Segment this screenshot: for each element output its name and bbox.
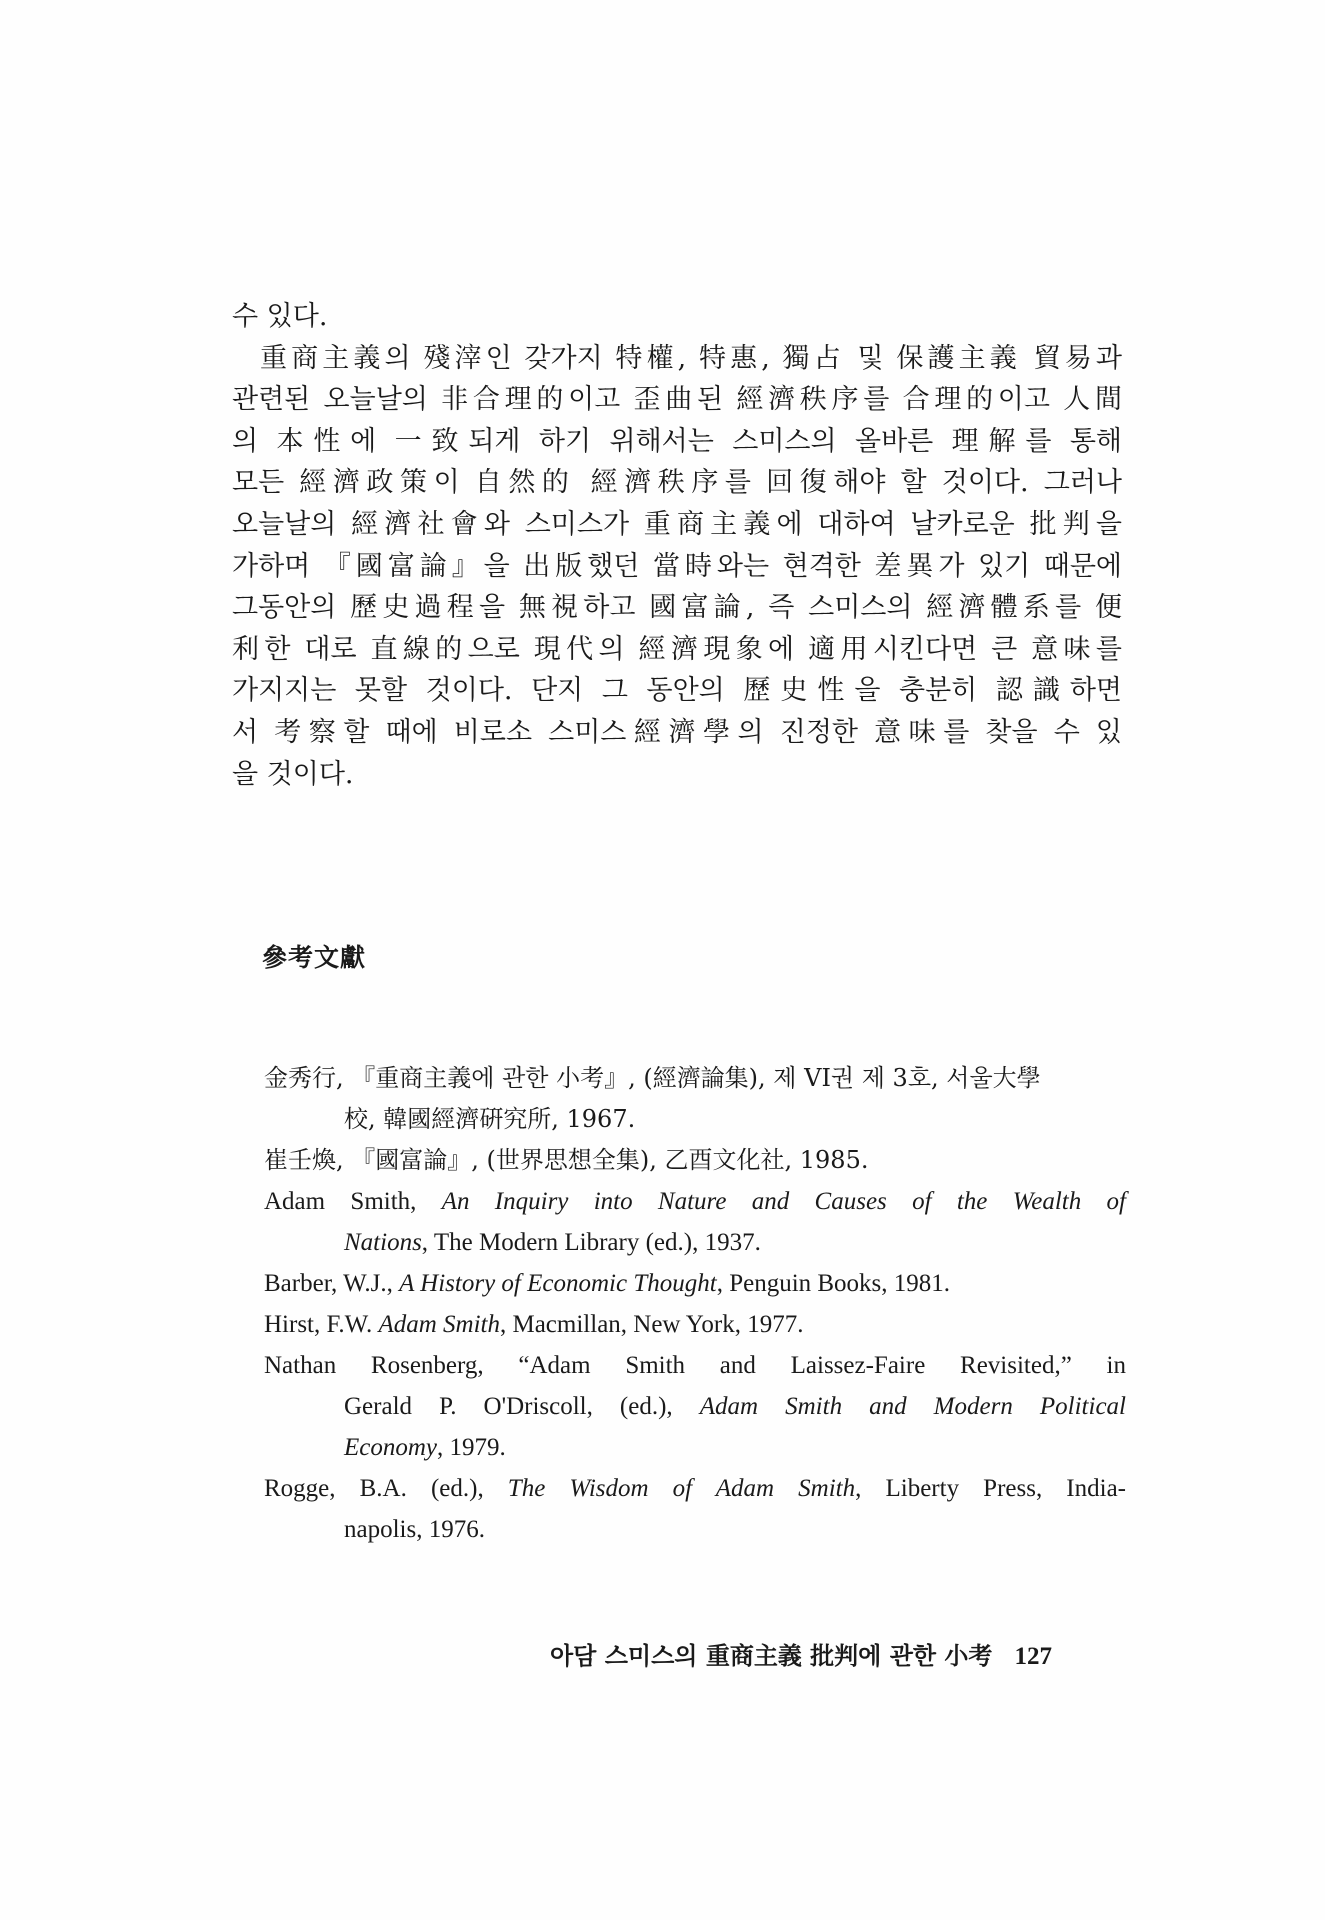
reference-line <box>264 1222 1126 1263</box>
reference-line <box>264 1468 1126 1509</box>
body-line: 관련된 오늘날의 非合理的이고 歪曲된 經濟秩序를 合理的이고 人間 <box>232 384 1122 416</box>
reference-line: 崔壬煥, 『國富論』, (世界思想全集), 乙酉文化社, 1985. <box>264 1146 869 1174</box>
reference-publisher: , Macmillan, New York, 1977. <box>499 1311 804 1338</box>
reference-list <box>264 1058 1126 1550</box>
reference-line <box>264 1386 1126 1427</box>
reference-item <box>264 1058 1126 1140</box>
body-line: 모든 經濟政策이 自然的 經濟秩序를 回復해야 할 것이다. 그러나 <box>232 467 1122 499</box>
reference-line: napolis, 1976. <box>344 1516 485 1543</box>
page-footer <box>550 1636 1110 1671</box>
body-line: 利한 대로 直線的으로 現代의 經濟現象에 適用시킨다면 큰 意味를 <box>232 633 1122 665</box>
reference-title: The Wisdom of Adam Smith <box>507 1475 856 1502</box>
reference-author: Barber, W.J., <box>264 1270 400 1297</box>
body-line: 그동안의 歷史過程을 無視하고 國富論, 즉 스미스의 經濟體系를 便 <box>232 592 1122 624</box>
reference-line: 校, 韓國經濟硏究所, 1967. <box>344 1105 636 1133</box>
reference-title: A History of Economic Thought <box>399 1270 717 1297</box>
reference-author: Hirst, F.W. <box>264 1311 379 1338</box>
running-title: 아담 스미스의 重商主義 批判에 관한 小考 <box>550 1641 993 1670</box>
reference-publisher: , The Modern Library (ed.), 1937. <box>421 1229 761 1256</box>
reference-line <box>264 1181 1126 1222</box>
reference-year: , 1979. <box>437 1434 506 1461</box>
references-heading: 參考文獻 <box>262 943 367 972</box>
reference-author: Rogge, B.A. (ed.), <box>264 1475 508 1502</box>
reference-editor: Gerald P. O'Driscoll, (ed.), <box>344 1393 700 1420</box>
reference-title: Adam Smith and Modern Political <box>699 1393 1126 1420</box>
body-line: 가지지는 못할 것이다. 단지 그 동안의 歷史性을 충분히 認識하면 <box>232 675 1122 707</box>
body-line: 가하며 『國富論』을 出版했던 當時와는 현격한 差異가 있기 때문에 <box>232 550 1122 582</box>
reference-line <box>264 1304 1126 1345</box>
body-line: 重商主義의 殘滓인 갖가지 特權, 特惠, 獨占 및 保護主義 貿易과 <box>260 342 1122 374</box>
reference-title: Economy <box>344 1434 438 1461</box>
reference-title: Adam Smith <box>378 1311 500 1338</box>
body-paragraph <box>232 296 1122 795</box>
reference-item <box>264 1140 1126 1181</box>
body-line: 오늘날의 經濟社會와 스미스가 重商主義에 대하여 날카로운 批判을 <box>232 508 1122 540</box>
reference-line <box>264 1427 1126 1468</box>
reference-item <box>264 1345 1126 1468</box>
reference-item <box>264 1468 1126 1550</box>
body-line: 을 것이다. <box>232 758 354 790</box>
body-line: 서 考察할 때에 비로소 스미스經濟學의 진정한 意味를 찾을 수 있 <box>232 716 1122 748</box>
reference-item <box>264 1304 1126 1345</box>
reference-line: 金秀行, 『重商主義에 관한 小考』, (經濟論集), 제 VI권 제 3호, 서울大學 <box>264 1064 1041 1092</box>
reference-line: Nathan Rosenberg, “Adam Smith and Laissez-Faire Revisited,” in <box>264 1352 1126 1379</box>
reference-line <box>264 1263 1126 1304</box>
body-line: 의 本性에 一致되게 하기 위해서는 스미스의 올바른 理解를 통해 <box>232 425 1122 457</box>
reference-title: An Inquiry into Nature and Causes of the Wealth of <box>441 1188 1126 1215</box>
reference-title: Nations <box>344 1229 422 1256</box>
reference-publisher: , Penguin Books, 1981. <box>716 1270 951 1297</box>
reference-author: Adam Smith, <box>264 1188 442 1215</box>
page-number: 127 <box>1014 1643 1052 1670</box>
reference-item <box>264 1181 1126 1263</box>
reference-publisher: , Liberty Press, India- <box>855 1475 1126 1502</box>
reference-item <box>264 1263 1126 1304</box>
body-line: 수 있다. <box>232 301 328 332</box>
